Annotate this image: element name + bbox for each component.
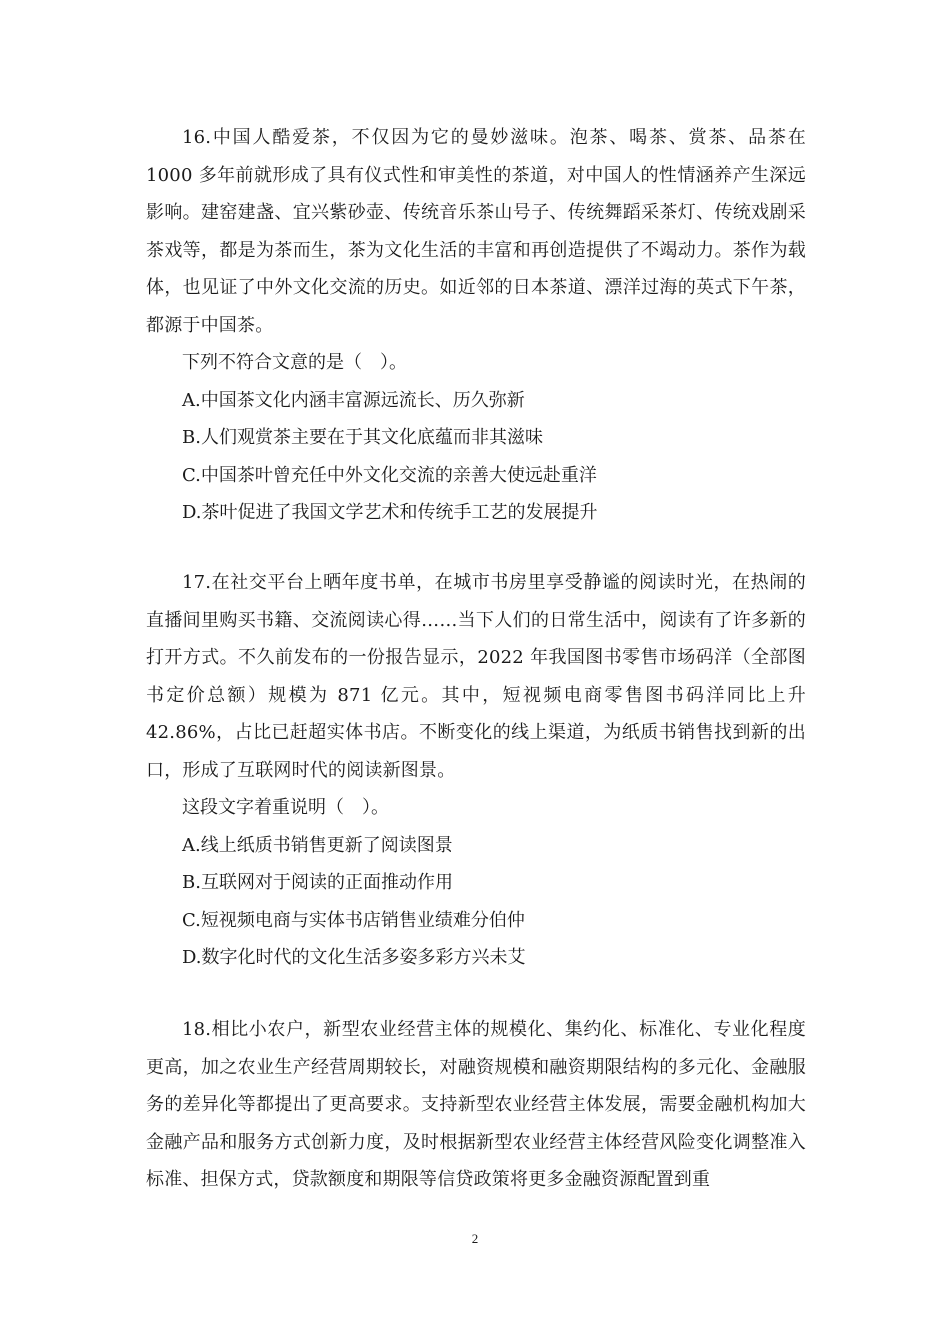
- question-17-option-a: A.线上纸质书销售更新了阅读图景: [182, 834, 453, 856]
- question-16-option-a: A.中国茶文化内涵丰富源远流长、历久弥新: [182, 389, 525, 411]
- question-16-passage: 16.中国人酷爱茶，不仅因为它的曼妙滋味。泡茶、喝茶、赏茶、品茶在 1000 多年前就形成了具有仪式性和审美性的茶道，对中国人的性情涵养产生深远影响。建窑建盏、宜兴紫砂壶、传统音乐茶山号子、传统舞蹈采茶灯、传统戏剧采茶戏等，都是为茶而生，茶为文化生活的丰富和再创造提供了不竭动力。茶作为载体，也见证了中外文化交流的历史。如近邻的日本茶道、漂洋过海的英式下午茶，都源于中国茶。: [146, 127, 806, 336]
- question-17: [146, 564, 806, 977]
- question-17-option-b: B.互联网对于阅读的正面推动作用: [182, 872, 453, 893]
- question-17-option-c: C.短视频电商与实体书店销售业绩难分伯仲: [182, 909, 525, 931]
- question-16-option-d: D.茶叶促进了我国文学艺术和传统手工艺的发展提升: [182, 502, 598, 523]
- question-17-option-d: D.数字化时代的文化生活多姿多彩方兴未艾: [182, 947, 526, 968]
- question-16-option-b: B.人们观赏茶主要在于其文化底蕴而非其滋味: [182, 427, 543, 448]
- question-16-prompt: 下列不符合文意的是（ ）。: [182, 352, 407, 373]
- question-16: [146, 119, 806, 532]
- question-17-prompt: 这段文字着重说明（ ）。: [182, 797, 389, 818]
- page-number: 2: [471, 1231, 479, 1246]
- question-18-passage: 18.相比小农户，新型农业经营主体的规模化、集约化、标准化、专业化程度更高，加之农业生产经营周期较长，对融资规模和融资期限结构的多元化、金融服务的差异化等都提出了更高要求。支持新型农业经营主体发展，需要金融机构加大金融产品和服务方式创新力度，及时根据新型农业经营主体经营风险变化调整准入标准、担保方式，贷款额度和期限等信贷政策将更多金融资源配置到重: [146, 1019, 806, 1190]
- question-16-option-c: C.中国茶叶曾充任中外文化交流的亲善大使远赴重洋: [182, 464, 597, 486]
- question-17-passage: 17.在社交平台上晒年度书单，在城市书房里享受静谧的阅读时光，在热闹的直播间里购买书籍、交流阅读心得……当下人们的日常生活中，阅读有了许多新的打开方式。不久前发布的一份报告显示，2022 年我国图书零售市场码洋（全部图书定价总额）规模为 871 亿元。其中，短视频电商零售图书码洋同比上升 42.86%，占比已赶超实体书店。不断变化的线上渠道，为纸质书销售找到新的出口，形成了互联网时代的阅读新图景。: [146, 572, 806, 781]
- question-18: [146, 1011, 806, 1199]
